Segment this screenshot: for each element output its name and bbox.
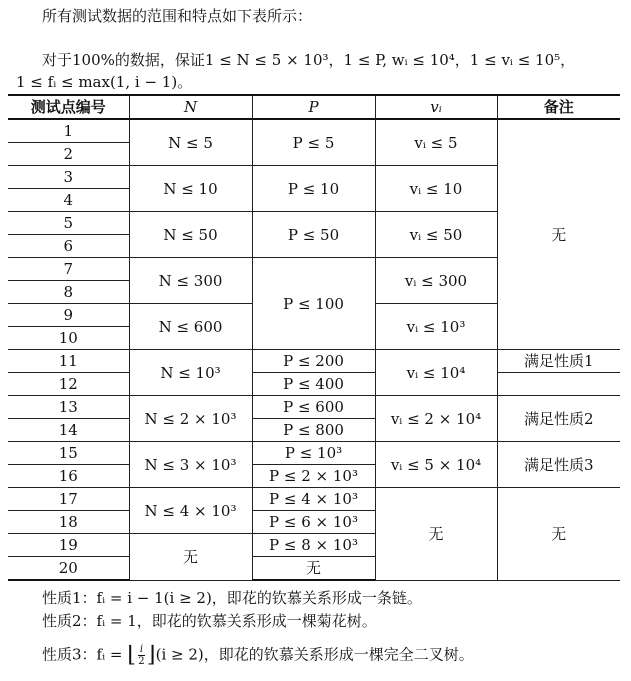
p-range: P ≤ 2 × 10³ bbox=[252, 465, 375, 488]
n-range: N ≤ 10³ bbox=[129, 350, 252, 396]
p-range: P ≤ 10³ bbox=[252, 442, 375, 465]
p-range: P ≤ 4 × 10³ bbox=[252, 488, 375, 511]
property-1: 性质1：fᵢ = i − 1(i ≥ 2)，即花的钦慕关系形成一条链。 bbox=[42, 589, 422, 607]
p-range: P ≤ 100 bbox=[252, 258, 375, 350]
v-range: 无 bbox=[375, 488, 497, 581]
test-id: 7 bbox=[8, 258, 129, 281]
n-range: N ≤ 5 bbox=[129, 119, 252, 166]
note: 满足性质2 bbox=[497, 396, 620, 442]
v-range: vᵢ ≤ 5 × 10⁴ bbox=[375, 442, 497, 488]
n-range: N ≤ 10 bbox=[129, 166, 252, 212]
test-id: 3 bbox=[8, 166, 129, 189]
v-range: vᵢ ≤ 10 bbox=[375, 166, 497, 212]
constraint-line-1: 对于100%的数据，保证1 ≤ N ≤ 5 × 10³，1 ≤ P, wᵢ ≤ 10⁴，1 ≤ vᵢ ≤ 10⁵， bbox=[42, 51, 576, 69]
n-range: N ≤ 50 bbox=[129, 212, 252, 258]
note: 满足性质3 bbox=[497, 442, 620, 488]
constraint-line-2: 1 ≤ fᵢ ≤ max(1, i − 1)。 bbox=[16, 73, 193, 91]
v-range: vᵢ ≤ 5 bbox=[375, 119, 497, 166]
table-row bbox=[8, 373, 620, 396]
test-id: 16 bbox=[8, 465, 129, 488]
test-id: 4 bbox=[8, 189, 129, 212]
n-range: N ≤ 2 × 10³ bbox=[129, 396, 252, 442]
p-range: P ≤ 50 bbox=[252, 212, 375, 258]
header-n: N bbox=[129, 95, 252, 119]
n-range: N ≤ 600 bbox=[129, 304, 252, 350]
note-empty bbox=[497, 373, 620, 396]
test-id: 15 bbox=[8, 442, 129, 465]
property-2: 性质2：fᵢ = 1，即花的钦慕关系形成一棵菊花树。 bbox=[42, 612, 377, 630]
p-range: P ≤ 600 bbox=[252, 396, 375, 419]
test-id: 8 bbox=[8, 281, 129, 304]
p-range: P ≤ 200 bbox=[252, 350, 375, 373]
table-row bbox=[8, 396, 620, 419]
property-3: 性质3：fᵢ = ⌊ $\frac{i}{2}$ ⌋(i ≥ 2)，即花的钦慕关系形成一棵完全二叉树。 bbox=[42, 642, 474, 668]
p-range: P ≤ 8 × 10³ bbox=[252, 534, 375, 557]
note: 满足性质1 bbox=[497, 350, 620, 373]
n-range: N ≤ 4 × 10³ bbox=[129, 488, 252, 534]
fraction-numerator: i bbox=[139, 644, 144, 655]
test-id: 9 bbox=[8, 304, 129, 327]
test-data-table bbox=[8, 94, 620, 581]
table-row bbox=[8, 119, 620, 143]
p-range: P ≤ 5 bbox=[252, 119, 375, 166]
p-range: P ≤ 10 bbox=[252, 166, 375, 212]
table-row bbox=[8, 350, 620, 373]
header-p: P bbox=[252, 95, 375, 119]
intro-line: 所有测试数据的范围和特点如下表所示： bbox=[42, 7, 313, 25]
test-id: 14 bbox=[8, 419, 129, 442]
p-range: 无 bbox=[252, 557, 375, 581]
test-id: 18 bbox=[8, 511, 129, 534]
v-range: vᵢ ≤ 10⁴ bbox=[375, 350, 497, 396]
test-id: 19 bbox=[8, 534, 129, 557]
v-range: vᵢ ≤ 2 × 10⁴ bbox=[375, 396, 497, 442]
floor-fraction bbox=[138, 644, 145, 667]
test-id: 20 bbox=[8, 557, 129, 581]
test-id: 6 bbox=[8, 235, 129, 258]
test-id: 1 bbox=[8, 119, 129, 143]
table-header-row bbox=[8, 95, 620, 119]
p-range: P ≤ 800 bbox=[252, 419, 375, 442]
n-range: N ≤ 3 × 10³ bbox=[129, 442, 252, 488]
test-id: 5 bbox=[8, 212, 129, 235]
v-range: vᵢ ≤ 300 bbox=[375, 258, 497, 304]
v-range: vᵢ ≤ 10³ bbox=[375, 304, 497, 350]
p-range: P ≤ 6 × 10³ bbox=[252, 511, 375, 534]
fraction-denominator: 2 bbox=[138, 656, 145, 667]
v-range: vᵢ ≤ 50 bbox=[375, 212, 497, 258]
test-id: 10 bbox=[8, 327, 129, 350]
table-row bbox=[8, 442, 620, 465]
n-range: N ≤ 300 bbox=[129, 258, 252, 304]
test-id: 12 bbox=[8, 373, 129, 396]
note: 无 bbox=[497, 119, 620, 350]
note: 无 bbox=[497, 488, 620, 581]
table-row bbox=[8, 488, 620, 511]
n-range: 无 bbox=[129, 534, 252, 581]
p-range: P ≤ 400 bbox=[252, 373, 375, 396]
test-id: 11 bbox=[8, 350, 129, 373]
test-id: 2 bbox=[8, 143, 129, 166]
property-3-suffix: (i ≥ 2)，即花的钦慕关系形成一棵完全二叉树。 bbox=[155, 645, 474, 664]
header-v: vᵢ bbox=[375, 95, 497, 119]
header-notes: 备注 bbox=[497, 95, 620, 119]
header-test-id: 测试点编号 bbox=[8, 95, 129, 119]
property-3-prefix: 性质3：fᵢ = bbox=[42, 645, 128, 664]
test-id: 17 bbox=[8, 488, 129, 511]
test-id: 13 bbox=[8, 396, 129, 419]
